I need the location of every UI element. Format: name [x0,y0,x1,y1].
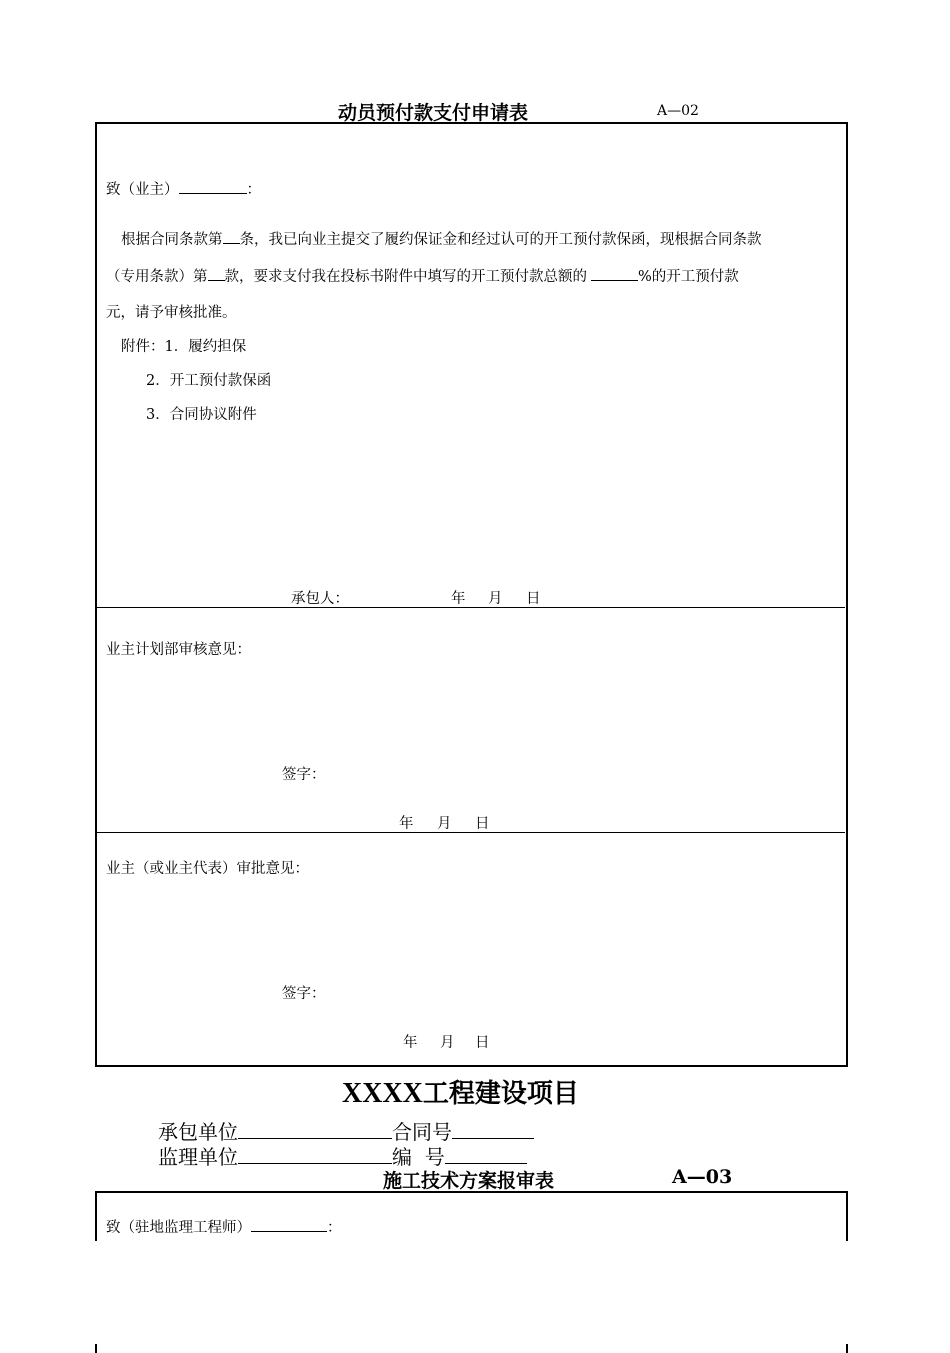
contractor-unit-line: 承包单位 合同号 [158,1116,534,1145]
row-divider-1 [97,607,845,608]
date-year-3: 年 [403,1035,418,1051]
owner-approval-label: 业主（或业主代表）审批意见： [106,861,309,877]
engineer-blank [251,1217,327,1232]
date-year: 年 [451,591,466,607]
item-blank [208,266,225,281]
percent-blank [591,266,638,281]
row-divider-2 [97,832,845,833]
contractor-unit-blank [238,1118,392,1139]
sign-label-3: 签字： [282,986,326,1002]
supervisor-unit-line: 监理单位 编 号 [158,1141,527,1170]
form-code: A—02 [657,103,699,119]
paragraph-line-2: （专用条款）第 款，要求支付我在投标书附件中填写的开工预付款总额的 %的开工预付款 [106,265,739,286]
date-day-3: 日 [475,1035,490,1051]
date-month: 月 [488,591,503,607]
paragraph-line-1: 根据合同条款第 条，我已向业主提交了履约保证金和经过认可的开工预付款保函，现根据合同条款 [121,228,762,249]
attachments-line: 附件：1．履约担保 [121,339,247,355]
supervisor-unit-blank [238,1143,392,1164]
owner-blank [179,179,247,194]
form2-code: A—03 [672,1166,733,1188]
date-day: 日 [526,591,541,607]
page-bottom-margin [95,1241,848,1344]
date-day-2: 日 [475,816,490,832]
engineer-addressee-line: 致（驻地监理工程师） ： [106,1216,342,1237]
sign-label-2: 签字： [282,767,326,783]
date-year-2: 年 [399,816,414,832]
attachment-2: 2．开工预付款保函 [146,373,272,389]
attachment-3: 3．合同协议附件 [146,407,257,423]
project-title: XXXX工程建设项目 [342,1078,579,1109]
clause-blank [223,229,240,244]
form-table [95,122,848,1067]
date-month-3: 月 [440,1035,455,1051]
contractor-label: 承包人： [291,591,349,607]
addressee-line: 致（业主） ： [106,178,261,199]
serial-no-blank [445,1143,527,1164]
paragraph-line-3: 元，请予审核批准。 [106,305,237,321]
contract-no-blank [452,1118,534,1139]
form2-title: 施工技术方案报审表 [383,1170,555,1192]
date-month-2: 月 [437,816,452,832]
form-title: 动员预付款支付申请表 [338,102,529,124]
planning-review-label: 业主计划部审核意见： [106,642,251,658]
